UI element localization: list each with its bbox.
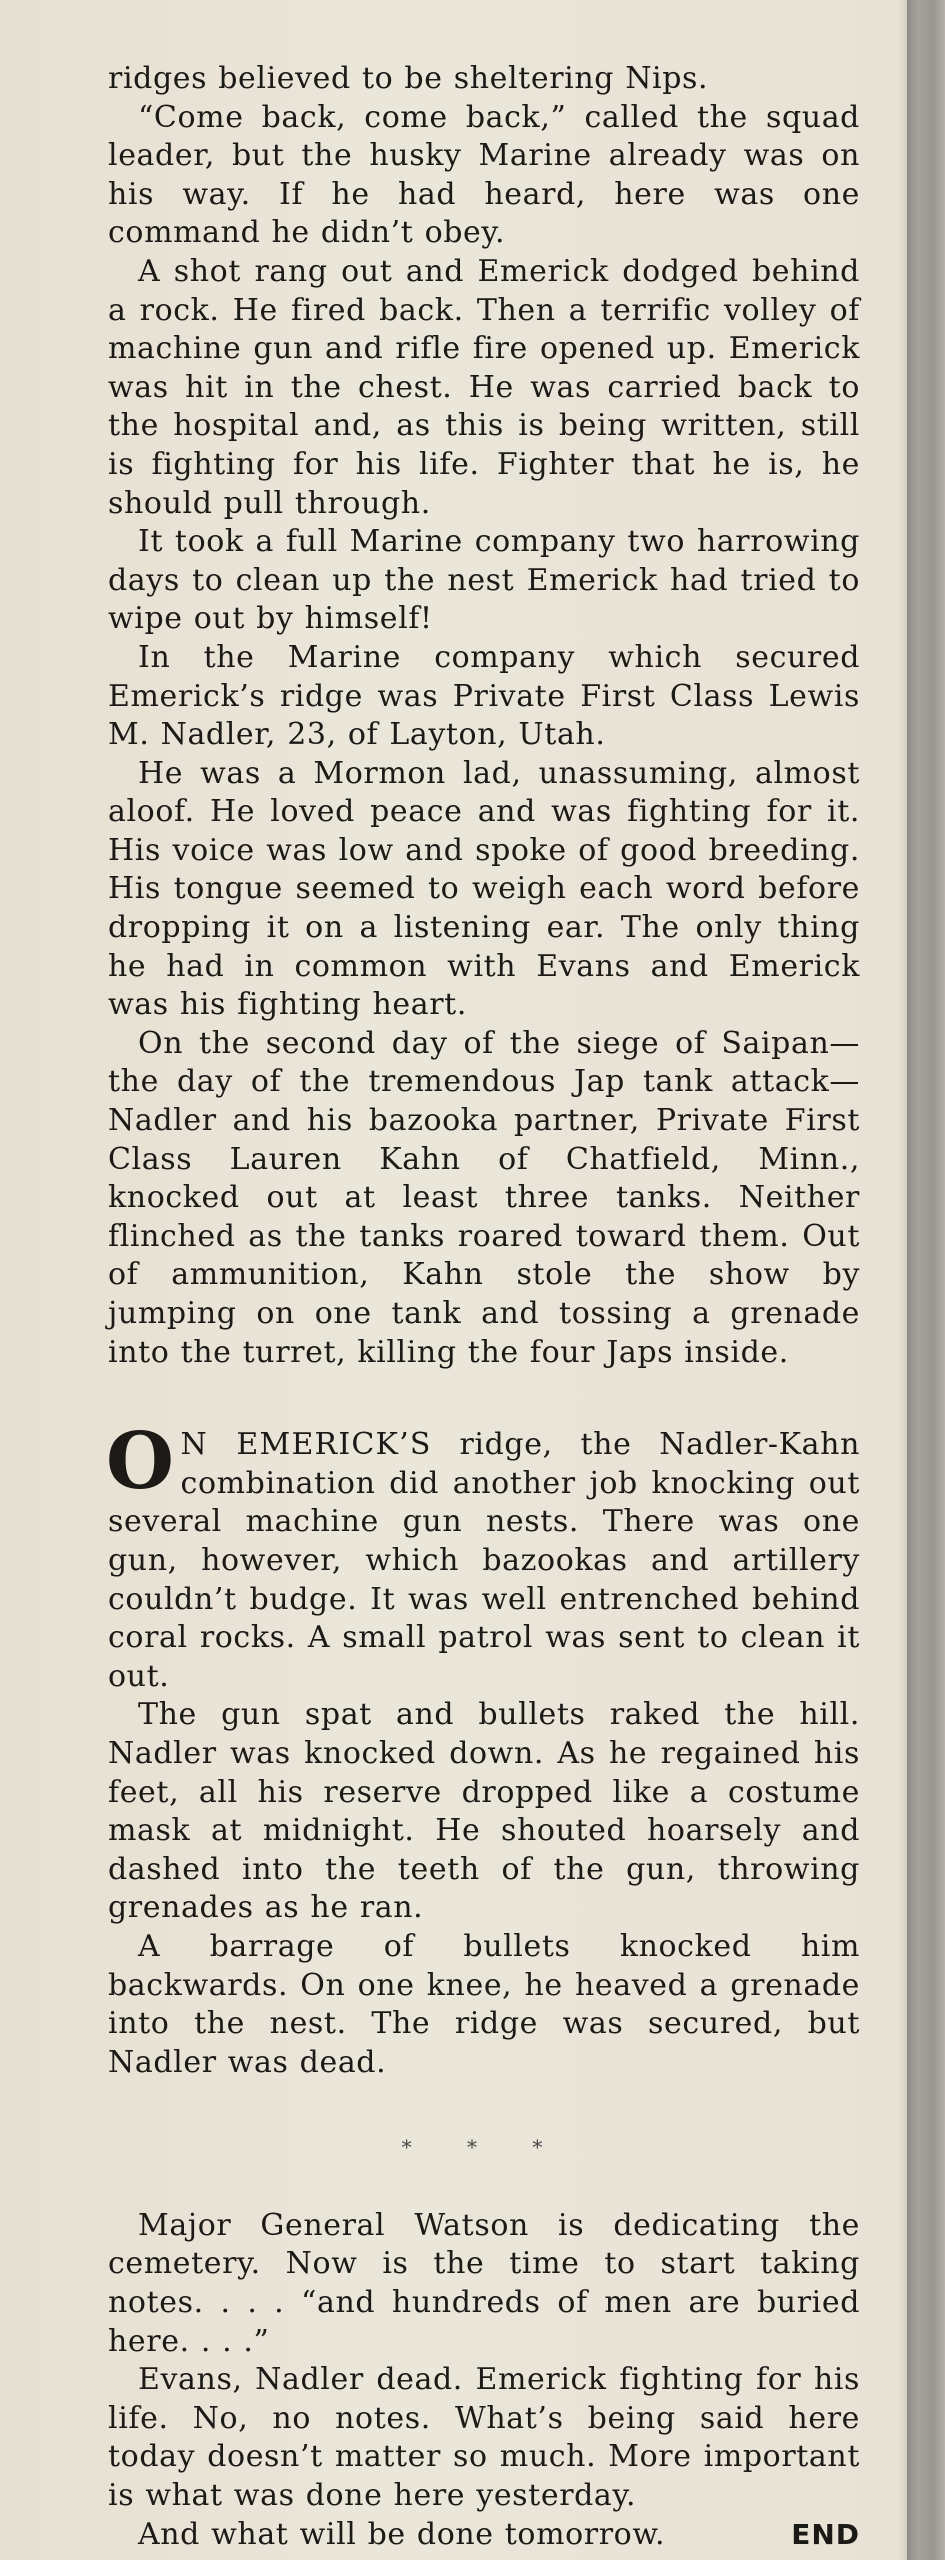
lead-in-caps: N EMERICK’S <box>180 1427 432 1463</box>
end-mark: END <box>791 2517 860 2551</box>
paragraph-12: Evans, Nadler dead. Emerick fighting for his life. No, no notes. What’s being said here today doesn’t matter so much. More important is what was done here yesterday. <box>108 2362 860 2514</box>
paragraph-3: A shot rang out and Emerick dodged behind a rock. He fired back. Then a terrific volley of machine gun and rifle fire opened up. Emerick was hit in the chest. He was carried back to the hospital and, as this is being written, still is fighting for his life. Fighter that he is, he should pull through. <box>108 253 860 521</box>
paragraph-8 <box>106 1416 860 1696</box>
paragraph-11: Major General Watson is dedicating the cemetery. Now is the time to start taking notes. . . . “and hundreds of men are buried here. . . .” <box>108 2207 860 2359</box>
paragraph-8-text: ridge, the Nadler-Kahn combination did another job knocking out several machine gun nests. There was one gun, however, which bazookas and artillery couldn’t budge. It was well entrenched behind coral rocks. A small patrol was sent to clean it out. <box>108 1427 860 1694</box>
article-column <box>108 60 860 2554</box>
closing-sentence: And what will be done tomorrow. <box>138 2516 666 2552</box>
paragraph-13 <box>108 2516 860 2555</box>
page-edge-strip <box>907 0 945 2560</box>
paragraph-7: On the second day of the siege of Saipan—the day of the tremendous Jap tank attack—Nadler and his bazooka partner, Private First Class Lauren Kahn of Chatfield, Minn., knocked out at least three tanks. Neither flinched as the tanks roared toward them. Out of ammunition, Kahn stole the show by jumping on one tank and tossing a grenade into the turret, killing the four Japs inside. <box>108 1025 860 1370</box>
paragraph-10: A barrage of bullets knocked him backwards. On one knee, he heaved a grenade into the nest. The ridge was secured, but Nadler was dead. <box>108 1928 860 2080</box>
paragraph-5: In the Marine company which secured Emerick’s ridge was Private First Class Lewis M. Nadler, 23, of Layton, Utah. <box>108 639 860 753</box>
page-fold-shadow <box>897 0 907 2560</box>
drop-cap: O <box>106 1416 175 1508</box>
paragraph-9: The gun spat and bullets raked the hill. Nadler was knocked down. As he regained his feet, all his reserve dropped like a costume mask at midnight. He shouted hoarsely and dashed into the teeth of the gun, throwing grenades as he ran. <box>108 1697 860 1926</box>
section-break <box>108 1372 860 1426</box>
asterisk-separator: * * * <box>401 2135 567 2160</box>
paragraph-4: It took a full Marine company two harrowing days to clean up the nest Emerick had tried to wipe out by himself! <box>108 524 860 637</box>
paragraph-1: ridges believed to be sheltering Nips. <box>108 61 709 96</box>
paragraph-6: He was a Mormon lad, unassuming, almost aloof. He loved peace and was fighting for it. His voice was low and spoke of good breeding. His tongue seemed to weigh each word before dropping it on a listening ear. The only thing he had in common with Evans and Emerick was his fighting heart. <box>108 755 860 1023</box>
paragraph-2: “Come back, come back,” called the squad leader, but the husky Marine already was on his way. If he had heard, here was one command he didn’t obey. <box>108 99 860 251</box>
